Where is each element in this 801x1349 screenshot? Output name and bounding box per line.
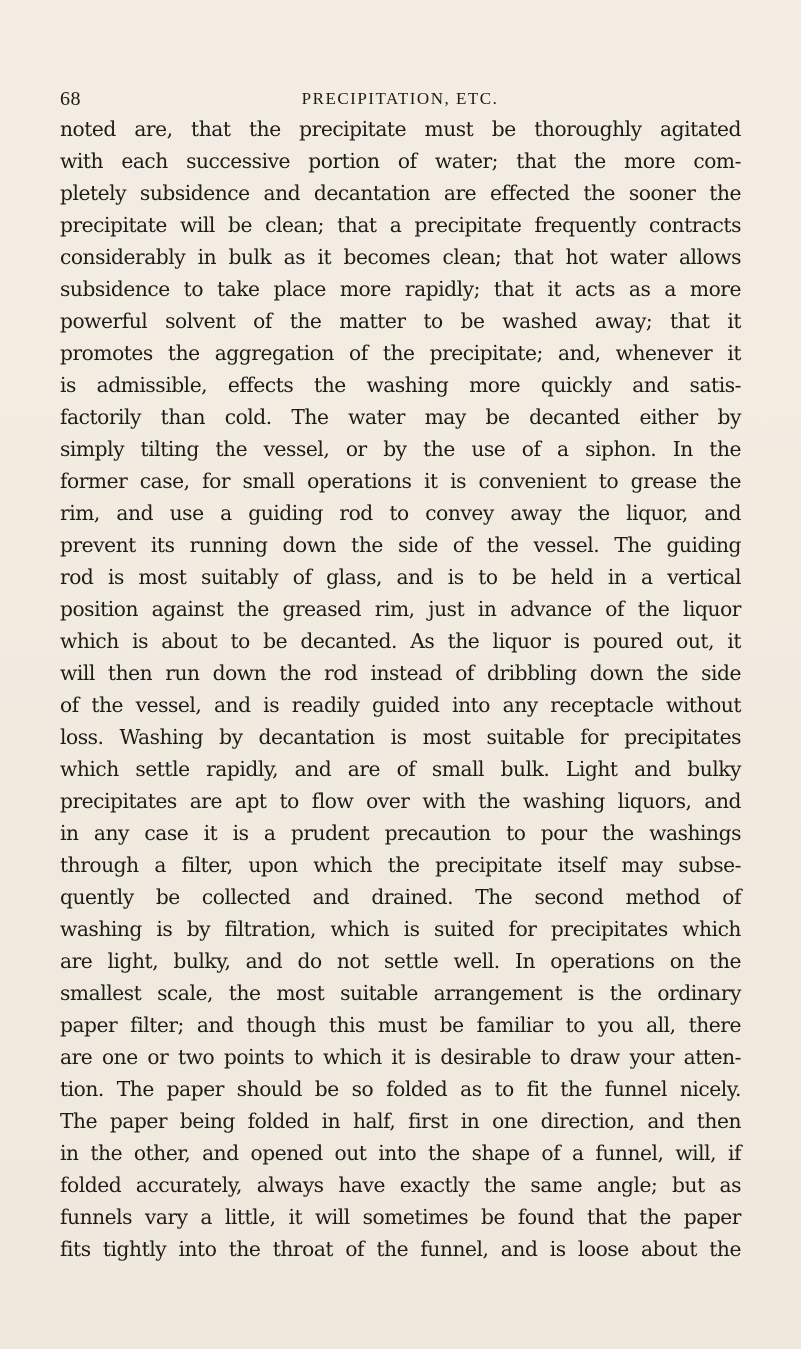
text-line: funnels vary a little, it will sometimes be found that the paper bbox=[60, 1205, 741, 1229]
text-line: which settle rapidly, and are of small bulk. Light and bulky bbox=[60, 757, 741, 781]
text-line: are one or two points to which it is desirable to draw your atten- bbox=[60, 1045, 741, 1069]
text-line: prevent its running down the side of the vessel. The guiding bbox=[60, 533, 741, 557]
text-line: quently be collected and drained. The second method of bbox=[60, 885, 741, 909]
text-line: paper filter; and though this must be familiar to you all, there bbox=[60, 1013, 741, 1037]
text-line: former case, for small operations it is convenient to grease the bbox=[60, 469, 741, 493]
text-line: The paper being folded in half, first in one direction, and then bbox=[60, 1109, 741, 1133]
text-line: is admissible, effects the washing more quickly and satis- bbox=[60, 373, 741, 397]
running-head: PRECIPITATION, ETC. bbox=[301, 89, 499, 108]
text-line: fits tightly into the throat of the funnel, and is loose about the bbox=[60, 1237, 741, 1261]
text-line: will then run down the rod instead of dribbling down the side bbox=[60, 661, 741, 685]
text-line: rim, and use a guiding rod to convey away the liquor, and bbox=[60, 501, 741, 525]
text-line: are light, bulky, and do not settle well. In operations on the bbox=[60, 949, 741, 973]
text-line: in any case it is a prudent precaution to pour the washings bbox=[60, 821, 741, 845]
text-line: simply tilting the vessel, or by the use of a siphon. In the bbox=[60, 437, 741, 461]
text-line: pletely subsidence and decantation are effected the sooner the bbox=[60, 181, 741, 205]
text-line: precipitates are apt to flow over with the washing liquors, and bbox=[60, 789, 741, 813]
text-line: through a filter, upon which the precipitate itself may subse- bbox=[60, 853, 741, 877]
text-line: smallest scale, the most suitable arrangement is the ordinary bbox=[60, 981, 741, 1005]
text-line: in the other, and opened out into the shape of a funnel, will, if bbox=[60, 1141, 741, 1165]
text-line: rod is most suitably of glass, and is to be held in a vertical bbox=[60, 565, 741, 589]
text-line: of the vessel, and is readily guided into any receptacle without bbox=[60, 693, 741, 717]
body-text bbox=[60, 113, 741, 1265]
text-line: factorily than cold. The water may be decanted either by bbox=[60, 405, 741, 429]
text-line: noted are, that the precipitate must be thoroughly agitated bbox=[60, 117, 741, 141]
text-line: folded accurately, always have exactly the same angle; but as bbox=[60, 1173, 741, 1197]
text-line: subsidence to take place more rapidly; that it acts as a more bbox=[60, 277, 741, 301]
text-line: which is about to be decanted. As the liquor is poured out, it bbox=[60, 629, 741, 653]
text-line: with each successive portion of water; that the more com- bbox=[60, 149, 741, 173]
text-line: washing is by filtration, which is suited for precipitates which bbox=[60, 917, 741, 941]
text-line: considerably in bulk as it becomes clean; that hot water allows bbox=[60, 245, 741, 269]
text-line: tion. The paper should be so folded as to fit the funnel nicely. bbox=[60, 1077, 741, 1101]
text-line: position against the greased rim, just in advance of the liquor bbox=[60, 597, 741, 621]
text-line: promotes the aggregation of the precipitate; and, whenever it bbox=[60, 341, 741, 365]
text-line: precipitate will be clean; that a precipitate frequently contracts bbox=[60, 213, 741, 237]
page-header bbox=[60, 86, 740, 112]
page-number: 68 bbox=[60, 88, 81, 110]
text-line: powerful solvent of the matter to be washed away; that it bbox=[60, 309, 741, 333]
text-line: loss. Washing by decantation is most suitable for precipitates bbox=[60, 725, 741, 749]
